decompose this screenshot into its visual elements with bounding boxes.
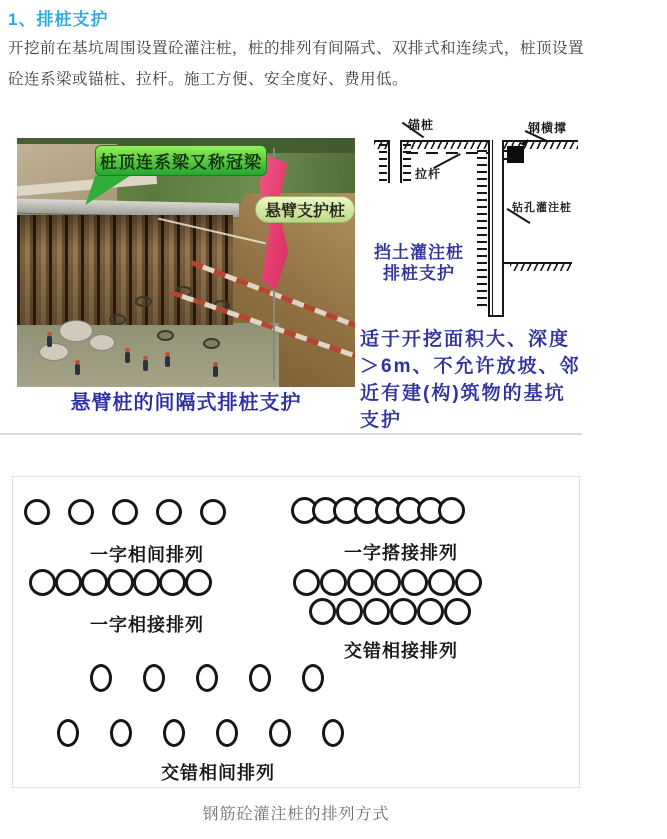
callout-cantilever-pile: 悬臂支护桩 — [255, 196, 355, 223]
figure-pile-support — [10, 115, 582, 435]
pile-circle — [24, 499, 50, 525]
pile-row-photo — [17, 215, 233, 325]
pile-circle — [163, 719, 185, 747]
bored-pile-inner-line — [492, 140, 493, 317]
rebar-cage — [203, 338, 220, 349]
figure-pile-arrangements — [12, 476, 580, 788]
pile-circle — [107, 569, 134, 596]
pile-circle — [444, 598, 471, 625]
anchor-hatch-right — [403, 144, 411, 182]
arrangement-label: 一字相接排列 — [90, 615, 204, 635]
pile-circle — [390, 598, 417, 625]
pile-circle — [200, 499, 226, 525]
worker-figure — [75, 364, 80, 375]
pile-circle — [133, 569, 160, 596]
pile-circle — [249, 664, 271, 692]
pile-circle — [320, 569, 347, 596]
pile-circle — [216, 719, 238, 747]
pile-support-schematic — [360, 115, 582, 435]
soil-hatch — [477, 150, 487, 310]
intro-paragraph-line2: 砼连系梁或锚桩、拉杆。施工方便、安全度好、费用低。 — [8, 71, 409, 88]
tie-rod-label: 拉杆 — [415, 167, 442, 181]
rock-heap — [39, 343, 69, 361]
pile-circle — [112, 499, 138, 525]
steel-brace-block — [507, 146, 524, 163]
pile-circle — [374, 569, 401, 596]
pile-circle — [322, 719, 344, 747]
schematic-note — [360, 326, 585, 434]
pile-circle — [57, 719, 79, 747]
pile-circle — [438, 497, 465, 524]
pile-circle — [428, 569, 455, 596]
anchor-hatch-left — [379, 144, 387, 182]
rock-heap — [59, 320, 93, 342]
note-line: 适于开挖面积大、深度 — [360, 329, 571, 350]
figure2-caption: 钢筋砼灌注桩的排列方式 — [202, 806, 390, 823]
pile-circle — [68, 499, 94, 525]
pile-circle — [29, 569, 56, 596]
pit-bottom-hatch — [510, 264, 572, 271]
anchor-pile-shape — [388, 140, 402, 183]
pile-circle — [90, 664, 112, 692]
rebar-cage — [157, 330, 174, 341]
pile-circle — [336, 598, 363, 625]
schematic-title — [365, 242, 473, 284]
pile-row-staggered-touching-bottom — [309, 598, 471, 625]
worker-figure — [165, 356, 170, 367]
pile-row-spaced — [24, 499, 226, 525]
schematic-title-line2: 排桩支护 — [383, 264, 455, 283]
pile-row-staggered-spaced-bottom — [57, 719, 344, 747]
photo-caption: 悬臂桩的间隔式排桩支护 — [70, 392, 302, 414]
anchor-pile-label: 锚桩 — [408, 118, 435, 132]
pile-circle — [401, 569, 428, 596]
arrangement-label: 一字搭接排列 — [344, 543, 458, 563]
section-heading: 1、排桩支护 — [8, 10, 109, 29]
arrangement-label: 交错相间排列 — [161, 763, 275, 783]
schematic-title-line1: 挡土灌注桩 — [374, 243, 464, 262]
intro-paragraph-line1: 开挖前在基坑周围设置砼灌注桩，桩的排列有间隔式、双排式和连续式，桩顶设置 — [8, 40, 585, 57]
brace-connector — [504, 150, 508, 152]
note-line: 近有建(构)筑物的基坑 — [360, 383, 566, 404]
note-line: 支护 — [360, 410, 403, 431]
worker-figure — [125, 352, 130, 363]
pile-circle — [156, 499, 182, 525]
pile-row-staggered-spaced-top — [90, 664, 324, 692]
construction-photo — [17, 138, 355, 387]
pile-row-overlapped — [291, 497, 465, 524]
bored-pile-label: 钻孔灌注桩 — [512, 202, 572, 214]
pile-circle — [347, 569, 374, 596]
pile-row-touching — [29, 569, 212, 596]
pile-row-staggered-touching-top — [293, 569, 482, 596]
arrangement-label: 交错相接排列 — [344, 641, 458, 661]
worker-figure — [47, 336, 52, 347]
tie-rod-dashed-line — [406, 152, 488, 154]
pile-circle — [185, 569, 212, 596]
pile-circle — [196, 664, 218, 692]
pile-circle — [302, 664, 324, 692]
pile-circle — [269, 719, 291, 747]
pile-circle — [293, 569, 320, 596]
rebar-cage — [135, 296, 152, 307]
pile-circle — [143, 664, 165, 692]
rebar-cage — [109, 314, 126, 325]
brace-connector — [504, 158, 508, 160]
arrangement-label: 一字相间排列 — [90, 545, 204, 565]
rock-heap — [89, 334, 115, 351]
callout-crown-beam: 桩顶连系梁又称冠梁 — [95, 145, 267, 176]
pile-circle — [455, 569, 482, 596]
pile-circle — [110, 719, 132, 747]
pile-circle — [81, 569, 108, 596]
bored-pile-shape — [488, 140, 504, 317]
pile-circle — [159, 569, 186, 596]
pile-circle — [55, 569, 82, 596]
figure-divider-line — [0, 433, 582, 435]
pile-circle — [363, 598, 390, 625]
pile-circle — [309, 598, 336, 625]
note-line: ＞6m、不允许放坡、邻 — [360, 356, 581, 377]
worker-figure — [213, 366, 218, 377]
steel-brace-label: 钢横撑 — [528, 121, 568, 135]
pile-circle — [417, 598, 444, 625]
worker-figure — [143, 360, 148, 371]
